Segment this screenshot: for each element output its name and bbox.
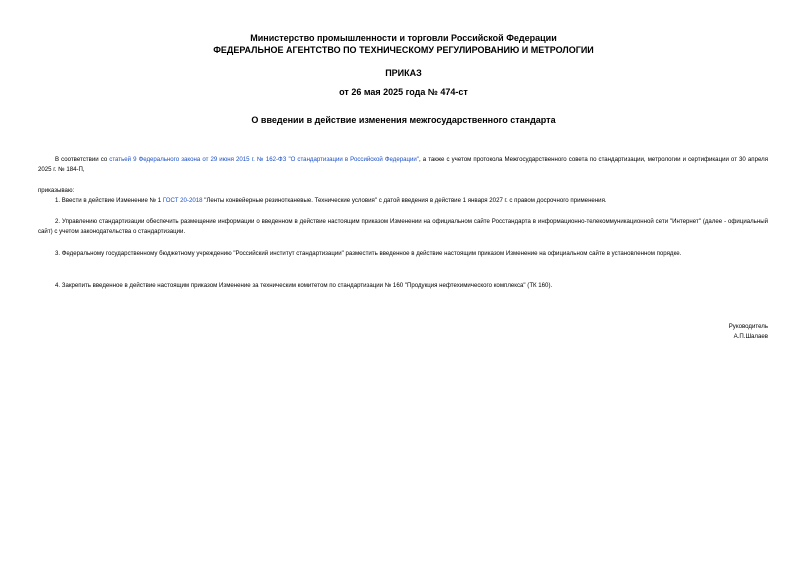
gost-link[interactable]: ГОСТ 20-2018 [162, 197, 203, 204]
orders-word: приказываю: [38, 187, 75, 194]
item-1-suffix: "Ленты конвейерные резинотканевые. Технические условия" с датой введения в действие 1 января 2027 г. с правом досрочного применения. [202, 197, 607, 204]
intro-prefix: В соответствии со [55, 156, 110, 163]
intro-paragraph [38, 155, 768, 175]
order-item-1 [38, 196, 768, 206]
order-date: от 26 мая 2025 года № 474-ст [339, 87, 468, 97]
item-1-prefix: 1. Ввести в действие Изменение № 1 [55, 197, 163, 204]
order-item-2: 2. Управлению стандартизации обеспечить размещение информации о введенном в действие настоящим приказом Изменении на официальном сайте Росстандарта в информационно-телекоммуникационной сети "Интернет" (далее - официальный сайт) с учетом законодательства о стандартизации. [38, 218, 768, 235]
order-item-4: 4. Закрепить введенное в действие настоящим приказом Изменение за техническим комитетом по стандартизации № 160 "Продукция нефтехимического комплекса" (ТК 160). [55, 282, 553, 289]
order-subject: О введении в действие изменения межгосударственного стандарта [251, 115, 556, 125]
standardization-law-link[interactable]: "О стандартизации в Российской Федерации" [288, 156, 419, 163]
agency-heading: ФЕДЕРАЛЬНОЕ АГЕНТСТВО ПО ТЕХНИЧЕСКОМУ РЕГУЛИРОВАНИЮ И МЕТРОЛОГИИ [213, 45, 594, 55]
federal-law-article-link[interactable]: статьей 9 Федерального закона от 29 июня 2015 г. № 162-ФЗ [109, 156, 287, 163]
order-item-3: 3. Федеральному государственному бюджетному учреждению "Российский институт стандартизации" разместить введенное в действие настоящим приказом Изменение на официальном сайте в установленном порядке. [55, 250, 682, 257]
signatory-role: Руководитель [728, 323, 768, 330]
signatory-name: А.П.Шалаев [733, 333, 768, 340]
ministry-heading: Министерство промышленности и торговли Российской Федерации [250, 33, 557, 43]
intro-suffix: , а также с учетом протокола Межгосударственного совета по стандартизации, метрологии и сертификации от 30 апреля 2025 г. № 184-П, [38, 156, 769, 173]
order-title: ПРИКАЗ [385, 68, 422, 78]
